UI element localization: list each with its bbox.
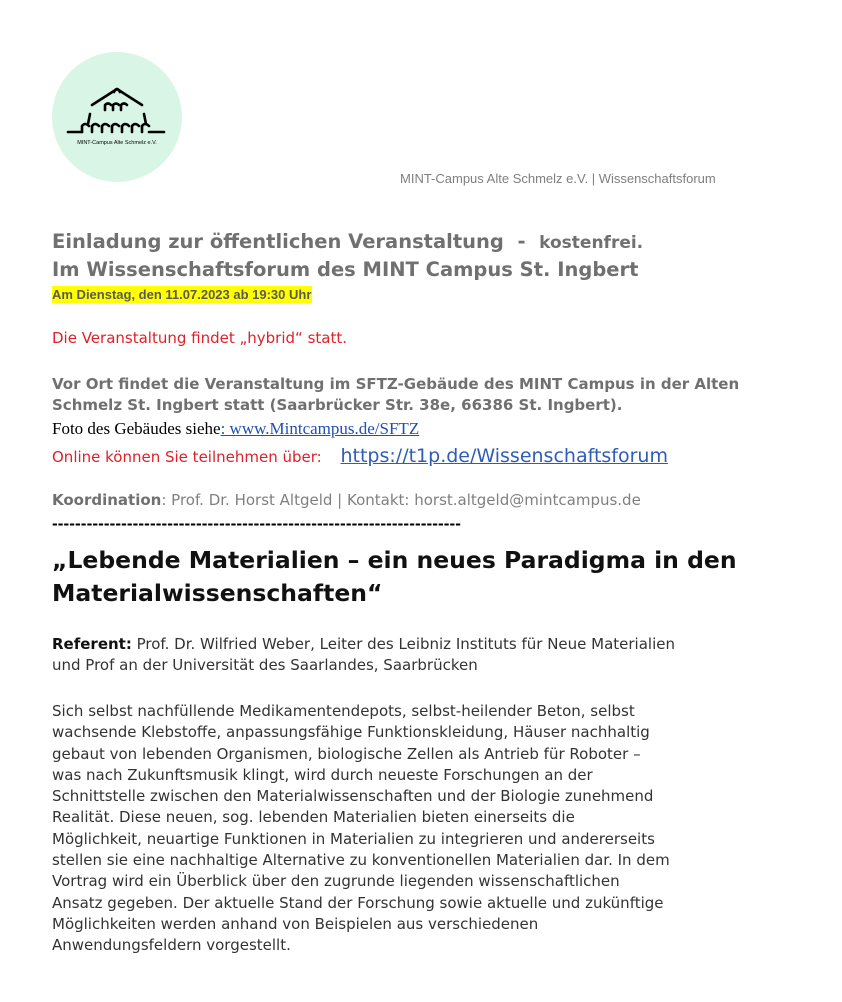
speaker-info: [52, 634, 675, 676]
abstract-line: Anwendungsfeldern vorgestellt.: [52, 936, 291, 955]
abstract-line: Sich selbst nachfüllende Medikamentendepots, selbst-heilender Beton, selbst: [52, 702, 635, 720]
abstract-line: was nach Zukunftsmusik klingt, wird durch neueste Forschungen an der: [52, 765, 593, 784]
venue-line: Schmelz St. Ingbert statt (Saarbrücker Str. 38e, 66386 St. Ingbert).: [52, 396, 623, 414]
invitation-title: [52, 230, 643, 253]
coordination-text: : Prof. Dr. Horst Altgeld | Kontakt: horst.altgeld@mintcampus.de: [161, 491, 641, 509]
building-photo-link[interactable]: : www.Mintcampus.de/SFTZ: [220, 419, 420, 438]
building-photo-line: [52, 419, 419, 439]
venue-line: Vor Ort findet die Veranstaltung im SFTZ-Gebäude des MINT Campus in der Alten: [52, 375, 740, 393]
coordination-label: Koordination: [52, 491, 162, 509]
logo: [52, 52, 182, 182]
coordination-line: [52, 491, 641, 509]
abstract-line: Schnittstelle zwischen den Materialwissenschaften und der Biologie zunehmend: [52, 787, 654, 806]
invitation-free-label: kostenfrei.: [539, 233, 644, 253]
talk-abstract: [52, 701, 792, 957]
abstract-line: wachsende Klebstoffe, anpassungsfähige Funktionskleidung, Häuser nachhaltig: [52, 723, 650, 742]
abstract-line: Ansatz gegeben. Der aktuelle Stand der Forschung sowie aktuelle und zukünftige: [52, 893, 664, 912]
building-photo-label: Foto des Gebäudes siehe: [52, 419, 221, 438]
speaker-label: Referent:: [52, 635, 132, 653]
talk-title-line: Materialwissenschaften“: [52, 579, 383, 607]
event-date: [52, 287, 312, 302]
abstract-line: gebaut von lebenden Organismen, biologische Zellen als Antrieb für Roboter –: [52, 744, 641, 763]
hybrid-note: Die Veranstaltung findet „hybrid“ statt.: [52, 329, 347, 347]
abstract-line: Vortrag wird ein Überblick über den zugrunde liegenden wissenschaftlichen: [52, 872, 620, 891]
event-date-highlight: Am Dienstag, den 11.07.2023 ab 19:30 Uhr: [52, 287, 312, 302]
speaker-line: und Prof an der Universität des Saarlandes, Saarbrücken: [52, 656, 478, 674]
abstract-line: Möglichkeit, neuartige Funktionen in Materialien zu integrieren und andererseits: [52, 829, 655, 848]
invitation-subtitle: Im Wissenschaftsforum des MINT Campus St. Ingbert: [52, 258, 639, 281]
invitation-title-separator: -: [517, 230, 526, 253]
invitation-title-main: Einladung zur öffentlichen Veranstaltung: [52, 230, 504, 253]
online-label: Online können Sie teilnehmen über:: [52, 448, 322, 466]
online-link[interactable]: https://t1p.de/Wissenschaftsforum: [340, 445, 668, 467]
online-participation: [52, 445, 668, 467]
venue-info: [52, 374, 739, 416]
abstract-line: Möglichkeiten werden anhand von Beispielen aus verschiedenen: [52, 914, 539, 933]
talk-title: [52, 544, 737, 610]
dashed-divider: -----------------------------------------------------------------------: [52, 514, 462, 533]
logo-caption: MINT-Campus Alte Schmelz e.V.: [77, 140, 157, 146]
abstract-line: Realität. Diese neuen, sog. lebenden Materialien bieten einerseits die: [52, 808, 575, 827]
header-line: MINT-Campus Alte Schmelz e.V. | Wissenschaftsforum: [400, 171, 716, 186]
abstract-line: stellen sie eine nachhaltige Alternative zu konventionellen Materialien dar. In dem: [52, 851, 670, 870]
building-outline-icon: [52, 52, 182, 182]
speaker-line: Prof. Dr. Wilfried Weber, Leiter des Leibniz Instituts für Neue Materialien: [136, 635, 675, 653]
talk-title-line: „Lebende Materialien – ein neues Paradigma in den: [52, 546, 737, 574]
